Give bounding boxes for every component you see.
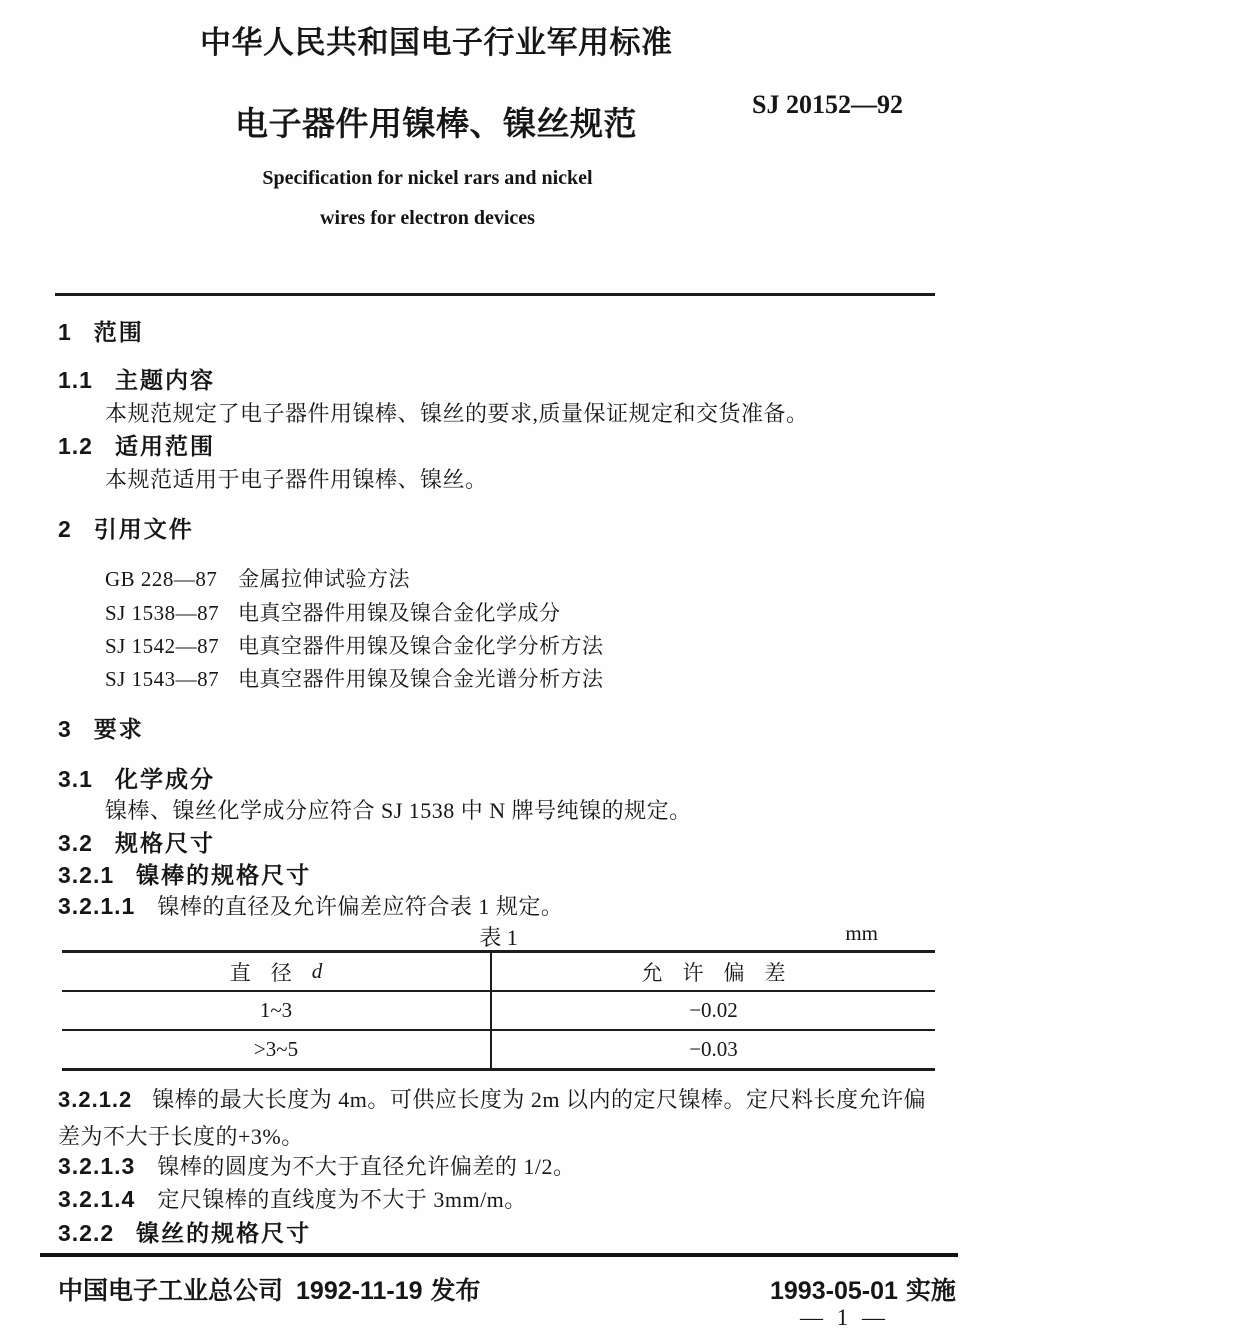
reference-code: SJ 1543—87 bbox=[105, 667, 220, 691]
table-caption: 表 1 bbox=[479, 925, 518, 950]
clause-3-2-1-2-text: 镍棒的最大长度为 4m。可供应长度为 2m 以内的定尺镍棒。定尺料长度允许偏差为不大于长度的+3%。 bbox=[58, 1087, 927, 1149]
reference-title: 电真空器件用镍及镍合金化学分析方法 bbox=[238, 634, 604, 658]
clause-1-1-text: 本规范规定了电子器件用镍棒、镍丝的要求,质量保证规定和交货准备。 bbox=[105, 401, 809, 426]
clause-3-2-1-heading bbox=[58, 857, 311, 890]
clause-3-2-1-1-number: 3.2.1.1 bbox=[58, 893, 136, 919]
table-row bbox=[62, 1031, 935, 1068]
section-3-title: 要求 bbox=[93, 716, 144, 742]
table-header-diameter bbox=[62, 953, 492, 990]
table-header-deviation bbox=[492, 953, 935, 990]
clause-1-2-text: 本规范适用于电子器件用镍棒、镍丝。 bbox=[105, 467, 488, 492]
clause-3-2-1-2 bbox=[58, 1081, 942, 1155]
table-cell-deviation: −0.03 bbox=[689, 1037, 738, 1061]
table-unit: mm bbox=[845, 921, 878, 945]
clause-3-2-1-1-text: 镍棒的直径及允许偏差应符合表 1 规定。 bbox=[157, 894, 564, 919]
reference-code: SJ 1538—87 bbox=[105, 601, 220, 625]
table-cell-diameter: 1~3 bbox=[62, 992, 492, 1029]
clause-3-2-heading bbox=[58, 825, 215, 858]
english-title-line2: wires for electron devices bbox=[320, 207, 535, 229]
clause-3-2-1-4 bbox=[58, 1183, 527, 1214]
section-2-title: 引用文件 bbox=[93, 516, 194, 542]
standard-class-title: 中华人民共和国电子行业军用标准 bbox=[200, 25, 673, 60]
reference-code: GB 228—87 bbox=[105, 567, 218, 591]
clause-3-2-1-3-number: 3.2.1.3 bbox=[58, 1153, 136, 1179]
document-title: 电子器件用镍棒、镍丝规范 bbox=[235, 105, 637, 142]
table-row bbox=[62, 992, 935, 1031]
table-cell-deviation: −0.02 bbox=[689, 998, 738, 1022]
section-1-title: 范围 bbox=[93, 319, 144, 345]
reference-item bbox=[105, 630, 604, 660]
clause-3-1-text: 镍棒、镍丝化学成分应符合 SJ 1538 中 N 牌号纯镍的规定。 bbox=[105, 798, 692, 823]
clause-3-2-number: 3.2 bbox=[58, 830, 93, 856]
reference-title: 金属拉伸试验方法 bbox=[238, 567, 410, 591]
reference-title: 电真空器件用镍及镍合金化学成分 bbox=[238, 601, 561, 625]
issue-label: 发布 bbox=[430, 1277, 481, 1305]
clause-1-2-title: 适用范围 bbox=[114, 433, 215, 459]
clause-1-1-title: 主题内容 bbox=[114, 367, 215, 393]
clause-3-2-1-3 bbox=[58, 1150, 575, 1181]
clause-3-2-1-4-number: 3.2.1.4 bbox=[58, 1186, 136, 1212]
clause-3-2-2-title: 镍丝的规格尺寸 bbox=[136, 1220, 312, 1246]
reference-item bbox=[105, 563, 410, 593]
header-divider-rule bbox=[55, 293, 935, 296]
clause-1-1-heading bbox=[58, 362, 215, 395]
standard-number: SJ 20152—92 bbox=[752, 90, 903, 119]
document-title-english bbox=[145, 167, 710, 230]
footer-implementation-line bbox=[770, 1271, 956, 1307]
implementation-date: 1993-05-01 bbox=[770, 1277, 898, 1305]
clause-3-2-1-number: 3.2.1 bbox=[58, 862, 115, 888]
clause-1-1-number: 1.1 bbox=[58, 367, 93, 393]
clause-1-2-number: 1.2 bbox=[58, 433, 93, 459]
section-1-number: 1 bbox=[58, 319, 72, 345]
issue-date: 1992-11-19 bbox=[296, 1277, 423, 1305]
clause-3-2-1-3-text: 镍棒的圆度为不大于直径允许偏差的 1/2。 bbox=[157, 1154, 576, 1179]
english-title-line1: Specification for nickel rars and nickel bbox=[262, 167, 593, 189]
section-1-heading bbox=[58, 314, 144, 347]
footer-divider-rule bbox=[40, 1253, 958, 1257]
section-2-number: 2 bbox=[58, 516, 72, 542]
diameter-label: 直径 bbox=[229, 960, 312, 985]
clause-3-2-title: 规格尺寸 bbox=[114, 830, 215, 856]
deviation-label: 允许偏差 bbox=[641, 960, 806, 985]
table-1 bbox=[62, 950, 935, 1071]
clause-3-1-heading bbox=[58, 761, 215, 794]
footer-issuer-line bbox=[58, 1271, 481, 1307]
page-number: — 1 — bbox=[800, 1305, 889, 1330]
section-3-heading bbox=[58, 711, 144, 744]
reference-item bbox=[105, 663, 604, 693]
clause-3-2-2-heading bbox=[58, 1215, 311, 1248]
clause-3-2-1-4-text: 定尺镍棒的直线度为不大于 3mm/m。 bbox=[157, 1187, 527, 1212]
issuing-organization: 中国电子工业总公司 bbox=[58, 1277, 284, 1305]
clause-3-2-2-number: 3.2.2 bbox=[58, 1220, 115, 1246]
reference-item bbox=[105, 597, 561, 627]
clause-3-1-title: 化学成分 bbox=[114, 766, 215, 792]
section-3-number: 3 bbox=[58, 716, 72, 742]
clause-3-2-1-2-number: 3.2.1.2 bbox=[58, 1087, 133, 1112]
reference-code: SJ 1542—87 bbox=[105, 634, 220, 658]
clause-3-2-1-1 bbox=[58, 890, 563, 921]
clause-3-1-number: 3.1 bbox=[58, 766, 93, 792]
table-header-row bbox=[62, 953, 935, 992]
implementation-label: 实施 bbox=[905, 1277, 956, 1305]
clause-1-2-heading bbox=[58, 428, 215, 461]
table-cell-diameter: >3~5 bbox=[62, 1031, 492, 1068]
clause-3-2-1-title: 镍棒的规格尺寸 bbox=[136, 862, 312, 888]
reference-title: 电真空器件用镍及镍合金光谱分析方法 bbox=[238, 667, 604, 691]
diameter-symbol: d bbox=[311, 959, 323, 983]
section-2-heading bbox=[58, 511, 194, 544]
